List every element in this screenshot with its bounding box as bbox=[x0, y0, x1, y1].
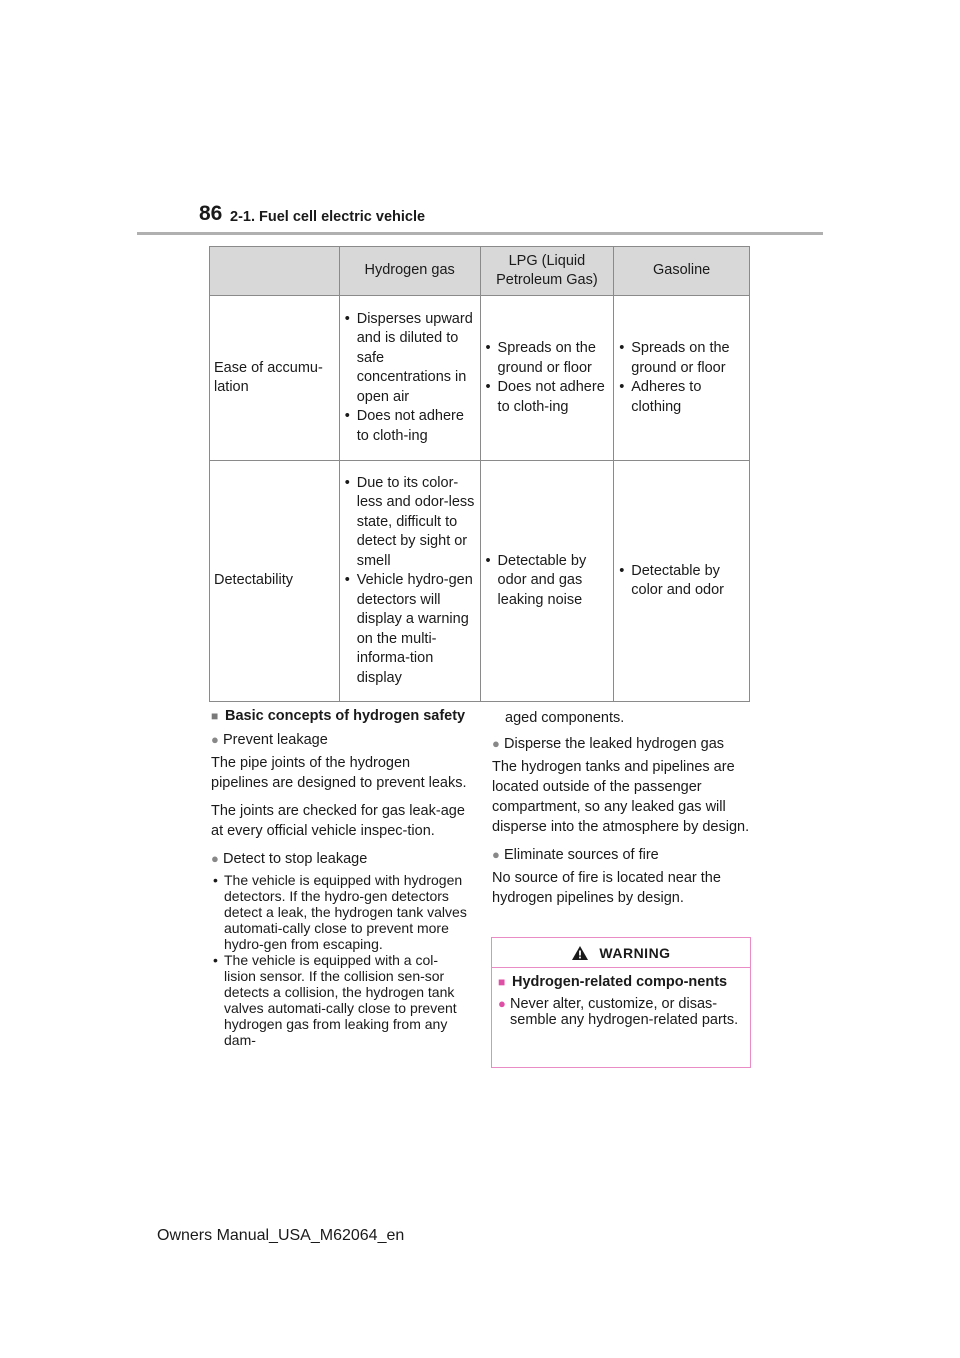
warning-heading bbox=[498, 974, 744, 990]
list-item: • Disperses upward and is diluted to safe concentrations in open air bbox=[344, 310, 476, 408]
paragraph: The pipe joints of the hydrogen pipelines are designed to prevent leaks. bbox=[211, 755, 467, 791]
footer-text: Owners Manual_USA_M62064_en bbox=[157, 1227, 405, 1244]
right-column bbox=[492, 708, 752, 916]
list-item: • Does not adhere to cloth-ing bbox=[344, 407, 476, 446]
section-heading bbox=[211, 708, 469, 724]
subheading-text: Prevent leakage bbox=[223, 732, 328, 748]
warning-body bbox=[492, 968, 750, 1037]
circle-bullet-icon: ● bbox=[498, 996, 506, 1011]
subheading bbox=[211, 849, 469, 869]
table-header-cell bbox=[210, 247, 340, 296]
list-item: • Adheres to clothing bbox=[618, 378, 745, 417]
header-divider bbox=[137, 232, 823, 235]
circle-bullet-icon: ● bbox=[492, 736, 500, 751]
subheading bbox=[492, 734, 752, 754]
table-header-cell: Hydrogen gas bbox=[339, 247, 480, 296]
paragraph: The hydrogen tanks and pipelines are located outside of the passenger compartment, so any leaked gas will disperse into the atmosphere by design. bbox=[492, 759, 750, 835]
list-item: • Spreads on the ground or floor bbox=[618, 339, 745, 378]
table-cell bbox=[339, 296, 480, 461]
warning-triangle-icon bbox=[571, 945, 589, 961]
table-cell bbox=[614, 296, 750, 461]
list-item: • Detectable by odor and gas leaking noise bbox=[485, 552, 610, 611]
square-bullet-icon: ■ bbox=[211, 709, 219, 723]
table-header-cell: LPG (Liquid Petroleum Gas) bbox=[480, 247, 614, 296]
warning-header bbox=[492, 938, 750, 968]
table-cell bbox=[480, 461, 614, 702]
list-item: • Due to its color-less and odor-less state, difficult to detect by sight or smell bbox=[344, 474, 476, 572]
list-item: • Does not adhere to cloth-ing bbox=[485, 378, 610, 417]
subheading-text: Disperse the leaked hydrogen gas bbox=[504, 736, 725, 752]
warning-item-text: Never alter, customize, or disas-semble any hydrogen-related parts. bbox=[510, 996, 739, 1028]
subheading-text: Detect to stop leakage bbox=[223, 851, 368, 867]
paragraph: No source of fire is located near the hydrogen pipelines by design. bbox=[492, 870, 721, 906]
circle-bullet-icon: ● bbox=[211, 732, 219, 747]
comparison-table bbox=[209, 246, 750, 702]
paragraph: The joints are checked for gas leak-age at every official vehicle inspec-tion. bbox=[211, 803, 465, 839]
list-item: • Spreads on the ground or floor bbox=[485, 339, 610, 378]
list-item: • Detectable by color and odor bbox=[618, 562, 745, 601]
square-bullet-icon: ■ bbox=[498, 975, 506, 989]
row-label: Detectability bbox=[210, 461, 340, 702]
subheading bbox=[211, 730, 469, 750]
page-number: 86 bbox=[199, 202, 223, 225]
table-row bbox=[210, 296, 750, 461]
list-item: • The vehicle is equipped with a col-lision sensor. If the collision sen-sor detects a collision, the hydrogen tank valves automati-cally close to prevent hydrogen gas from leaking from any dam- bbox=[211, 952, 469, 1048]
circle-bullet-icon: ● bbox=[211, 851, 219, 866]
subheading bbox=[492, 845, 752, 865]
circle-bullet-icon: ● bbox=[492, 847, 500, 862]
heading-text: Basic concepts of hydrogen safety bbox=[225, 708, 466, 724]
warning-box bbox=[491, 937, 751, 1068]
left-column bbox=[211, 708, 469, 1048]
section-title: 2-1. Fuel cell electric vehicle bbox=[230, 209, 426, 225]
row-label: Ease of accumu- lation bbox=[210, 296, 340, 461]
continued-text: aged components. bbox=[505, 710, 625, 726]
warning-item bbox=[498, 996, 744, 1028]
table-cell bbox=[339, 461, 480, 702]
list-item: • The vehicle is equipped with hydrogen detectors. If the hydro-gen detectors detect a leak, the hydrogen tank valves automati-cally close to prevent more hydro-gen from escaping. bbox=[211, 872, 469, 952]
table-cell bbox=[614, 461, 750, 702]
table-header-cell: Gasoline bbox=[614, 247, 750, 296]
detect-list bbox=[211, 872, 469, 1048]
warning-title: WARNING bbox=[599, 944, 671, 961]
table-cell bbox=[480, 296, 614, 461]
list-item: • Vehicle hydro-gen detectors will display a warning on the multi-informa-tion display bbox=[344, 571, 476, 688]
table-row bbox=[210, 461, 750, 702]
subheading-text: Eliminate sources of fire bbox=[504, 847, 659, 863]
heading-text: Hydrogen-related compo-nents bbox=[512, 974, 728, 990]
table-header-row bbox=[210, 247, 750, 296]
